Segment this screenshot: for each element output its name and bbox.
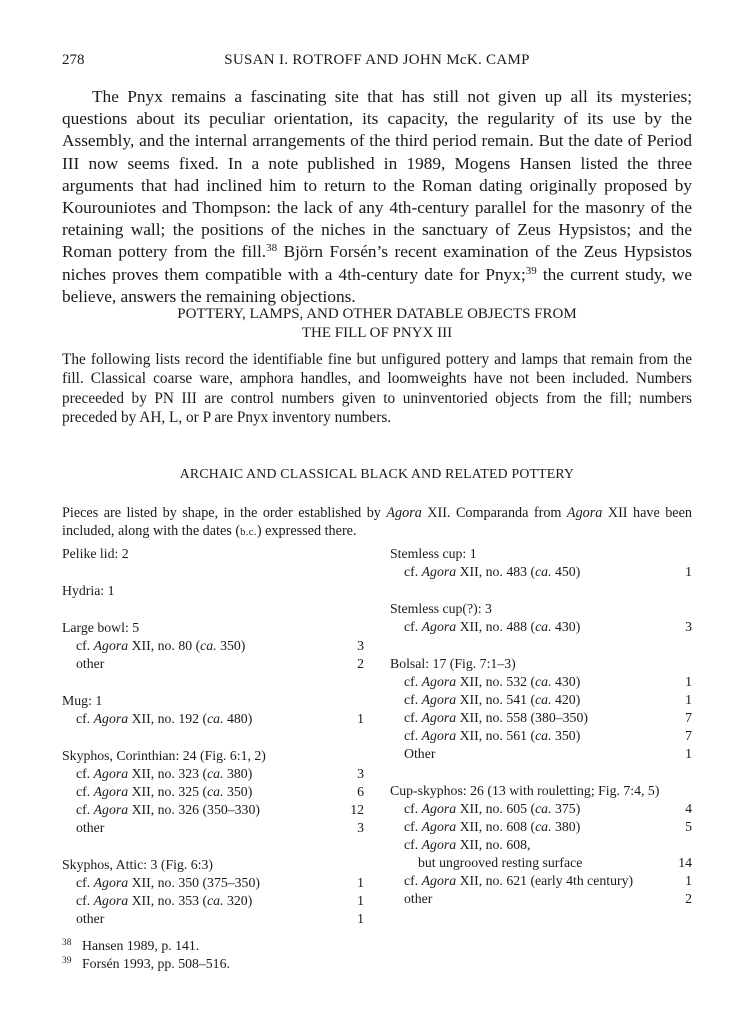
shape-heading: Skyphos, Corinthian: 24 (Fig. 6:1, 2) (62, 748, 266, 763)
comparanda-text: cf. (404, 819, 422, 834)
comparanda-row (62, 819, 364, 837)
footnote (62, 937, 692, 955)
comparanda-row (62, 710, 364, 728)
intro-text: XII. Comparanda from (421, 505, 567, 521)
comparanda-text: other (404, 891, 433, 906)
circa-italic: ca. (535, 674, 552, 689)
intro-text: Pieces are listed by shape, in the order established by (62, 505, 387, 521)
comparanda-text: 450) (551, 564, 581, 579)
intro-text: ) expressed there. (256, 523, 357, 539)
agora-italic: Agora (421, 692, 457, 707)
running-head (62, 52, 692, 72)
comparanda-row (390, 691, 692, 709)
comparanda-row (62, 874, 364, 892)
intro-text: XII have been included, along with the dates ( (62, 505, 692, 539)
count: 7 (685, 710, 692, 725)
circa-italic: ca. (535, 728, 552, 743)
comparanda-text: 430) (551, 674, 581, 689)
comparanda-row (62, 655, 364, 673)
comparanda-row (390, 836, 692, 854)
comparanda-text: other (76, 820, 105, 835)
footnote-ref: 38 (266, 242, 278, 255)
circa-italic: ca. (200, 638, 217, 653)
shape-heading: Hydria: 1 (62, 583, 115, 598)
comparanda-text: XII, no. 323 ( (128, 766, 208, 781)
comparanda-row (390, 709, 692, 727)
lists-paragraph: The following lists record the identifiable fine but unfigured pottery and lamps that remain from the fill. Classical coarse ware, amphora handles, and loomweights have not been included. Numbers preceeded by PN III are control numbers given to uninventoried objects from the fill; numbers preceded by AH, L, or P are Pnyx inventory numbers. (62, 351, 692, 426)
page-number: 278 (62, 52, 85, 68)
comparanda-text: 375) (551, 801, 581, 816)
comparanda-row (62, 637, 364, 655)
comparanda-text: cf. (404, 674, 422, 689)
agora-italic: Agora (421, 801, 457, 816)
footnote-number: 39 (62, 956, 72, 966)
shape-heading: Mug: 1 (62, 693, 103, 708)
comparanda-row (390, 618, 692, 636)
comparanda-row (62, 892, 364, 910)
comparanda-text: XII, no. 192 ( (128, 711, 208, 726)
circa-italic: ca. (535, 819, 552, 834)
comparanda-text: 380) (223, 766, 253, 781)
count: 3 (357, 766, 364, 781)
shape-group (62, 582, 364, 600)
agora-italic: Agora (93, 638, 129, 653)
count: 3 (357, 638, 364, 653)
footnote-number: 38 (62, 938, 72, 948)
circa-italic: ca. (535, 692, 552, 707)
footnote-text: Forsén 1993, pp. 508–516. (82, 956, 230, 971)
comparanda-text: XII, no. 621 (early 4th century) (456, 873, 634, 888)
shape-heading: Skyphos, Attic: 3 (Fig. 6:3) (62, 857, 214, 872)
comparanda-text: cf. (76, 711, 94, 726)
comparanda-text: Other (404, 746, 436, 761)
footnote-ref: 39 (525, 264, 537, 277)
body-text: The Pnyx remains a fascinating site that has still not given up all its mysteries; questions about its peculiar orientation, its capacity, the regularity of its use by the Assembly, and the internal arrangements of the third period remain. But the date of Period III now seems fixed. In a note published in 1989, Mogens Hansen listed the three arguments that had inclined him to return to the Roman dating originally proposed by Kourouniotes and Thompson: the lack of any 4th-century parallel for the masonry of the retaining wall; the positions of the niches in the sanctuary of Zeus Hypsistos; and the Roman pottery from the fill. (62, 87, 692, 262)
comparanda-text: cf. (76, 875, 94, 890)
count: 6 (357, 784, 364, 799)
intro-italic: Agora (386, 505, 422, 521)
shape-heading: Pelike lid: 2 (62, 546, 129, 561)
footnotes (62, 937, 692, 973)
comparanda-text: XII, no. 488 ( (456, 619, 536, 634)
comparanda-row (390, 727, 692, 745)
comparanda-text: cf. (404, 873, 422, 888)
comparanda-text: cf. (404, 801, 422, 816)
count: 1 (357, 893, 364, 908)
circa-italic: ca. (535, 619, 552, 634)
comparanda-text: 430) (551, 619, 581, 634)
comparanda-row (62, 783, 364, 801)
comparanda-row (62, 910, 364, 928)
comparanda-text: XII, no. 541 ( (456, 692, 536, 707)
count: 2 (357, 656, 364, 671)
comparanda-text: 420) (551, 692, 581, 707)
comparanda-text: 350) (216, 638, 246, 653)
comparanda-row (62, 801, 364, 819)
count: 1 (357, 711, 364, 726)
comparanda-text: cf. (404, 728, 422, 743)
body-text: the current study, we believe, answers the remaining objections. (62, 264, 692, 306)
shape-group (390, 782, 692, 908)
agora-italic: Agora (93, 875, 129, 890)
comparanda-text: 350) (551, 728, 581, 743)
comparanda-row (390, 818, 692, 836)
shape-group (390, 600, 692, 636)
comparanda-row (390, 890, 692, 908)
comparanda-text: cf. (404, 564, 422, 579)
comparanda-text: cf. (76, 784, 94, 799)
agora-italic: Agora (93, 766, 129, 781)
comparanda-text: 380) (551, 819, 581, 834)
section-heading-line: THE FILL OF PNYX III (301, 325, 453, 341)
section-heading-line: POTTERY, LAMPS, AND OTHER DATABLE OBJECTS FROM (177, 306, 577, 322)
count: 12 (350, 802, 364, 817)
subsection-heading: ARCHAIC AND CLASSICAL BLACK AND RELATED POTTERY (179, 466, 575, 481)
agora-italic: Agora (421, 819, 457, 834)
comparanda-text: cf. (404, 710, 422, 725)
running-head-authors: SUSAN I. ROTROFF AND JOHN McK. CAMP (224, 52, 530, 68)
comparanda-row (62, 765, 364, 783)
circa-italic: ca. (207, 766, 224, 781)
footnote (62, 955, 692, 973)
shape-group (62, 747, 364, 837)
comparanda-row (390, 800, 692, 818)
footnote-text: Hansen 1989, p. 141. (82, 938, 200, 953)
count: 1 (685, 674, 692, 689)
circa-italic: ca. (207, 784, 224, 799)
comparanda-row (390, 563, 692, 581)
shape-heading: Large bowl: 5 (62, 620, 140, 635)
comparanda-text: other (76, 656, 105, 671)
count: 1 (685, 564, 692, 579)
shape-heading: Stemless cup: 1 (390, 546, 477, 561)
comparanda-text: XII, no. 608, (456, 837, 531, 852)
count: 3 (357, 820, 364, 835)
comparanda-text: XII, no. 605 ( (456, 801, 536, 816)
circa-italic: ca. (535, 801, 552, 816)
circa-italic: ca. (207, 711, 224, 726)
count: 2 (685, 891, 692, 906)
comparanda-text: cf. (404, 837, 422, 852)
body-text: Björn Forsén’s recent examination of the Zeus Hypsistos niches proves them compatible with a 4th-century date for Pnyx; (62, 242, 692, 284)
agora-italic: Agora (421, 674, 457, 689)
right-column (390, 545, 692, 927)
shape-heading: Stemless cup(?): 3 (390, 601, 492, 616)
shape-heading: Bolsal: 17 (Fig. 7:1–3) (390, 656, 516, 671)
circa-italic: ca. (535, 564, 552, 579)
comparanda-text: cf. (404, 619, 422, 634)
comparanda-text: cf. (76, 766, 94, 781)
body-paragraph (62, 86, 692, 308)
agora-italic: Agora (421, 710, 457, 725)
comparanda-text: but ungrooved resting surface (418, 855, 583, 870)
intro-smallcaps: b.c. (240, 527, 257, 538)
intro-italic: Agora (566, 505, 603, 521)
section-heading (62, 305, 692, 343)
agora-italic: Agora (421, 873, 457, 888)
shape-group (62, 619, 364, 673)
agora-italic: Agora (421, 619, 457, 634)
count: 1 (685, 746, 692, 761)
shape-group (390, 545, 692, 581)
comparanda-text: 320) (223, 893, 253, 908)
comparanda-row (390, 854, 692, 872)
count: 1 (357, 875, 364, 890)
comparanda-text: XII, no. 483 ( (456, 564, 536, 579)
comparanda-text: 350) (223, 784, 253, 799)
comparanda-text: XII, no. 325 ( (128, 784, 208, 799)
shape-group (390, 655, 692, 763)
agora-italic: Agora (421, 837, 457, 852)
comparanda-text: cf. (76, 802, 94, 817)
comparanda-text: XII, no. 350 (375–350) (128, 875, 260, 890)
agora-italic: Agora (93, 893, 129, 908)
shape-group (62, 856, 364, 928)
count: 4 (685, 801, 692, 816)
agora-italic: Agora (93, 711, 129, 726)
shape-group (62, 545, 364, 563)
comparanda-text: XII, no. 558 (380–350) (456, 710, 588, 725)
agora-italic: Agora (421, 728, 457, 743)
comparanda-text: other (76, 911, 105, 926)
comparanda-text: XII, no. 353 ( (128, 893, 208, 908)
count: 7 (685, 728, 692, 743)
count: 1 (685, 692, 692, 707)
count: 1 (357, 911, 364, 926)
comparanda-text: XII, no. 532 ( (456, 674, 536, 689)
shape-group (62, 692, 364, 728)
comparanda-text: XII, no. 608 ( (456, 819, 536, 834)
shape-heading: Cup-skyphos: 26 (13 with rouletting; Fig. 7:4, 5) (390, 783, 660, 798)
agora-italic: Agora (421, 564, 457, 579)
agora-italic: Agora (93, 784, 129, 799)
subsection-intro (62, 504, 692, 542)
count: 14 (678, 855, 692, 870)
comparanda-text: cf. (76, 893, 94, 908)
comparanda-text: cf. (76, 638, 94, 653)
circa-italic: ca. (207, 893, 224, 908)
comparanda-row (390, 872, 692, 890)
count: 1 (685, 873, 692, 888)
comparanda-row (390, 745, 692, 763)
comparanda-text: XII, no. 326 (350–330) (128, 802, 260, 817)
left-column (62, 545, 364, 947)
count: 5 (685, 819, 692, 834)
comparanda-text: 480) (223, 711, 253, 726)
comparanda-text: XII, no. 561 ( (456, 728, 536, 743)
agora-italic: Agora (93, 802, 129, 817)
count: 3 (685, 619, 692, 634)
comparanda-row (390, 673, 692, 691)
comparanda-text: XII, no. 80 ( (128, 638, 201, 653)
comparanda-text: cf. (404, 692, 422, 707)
